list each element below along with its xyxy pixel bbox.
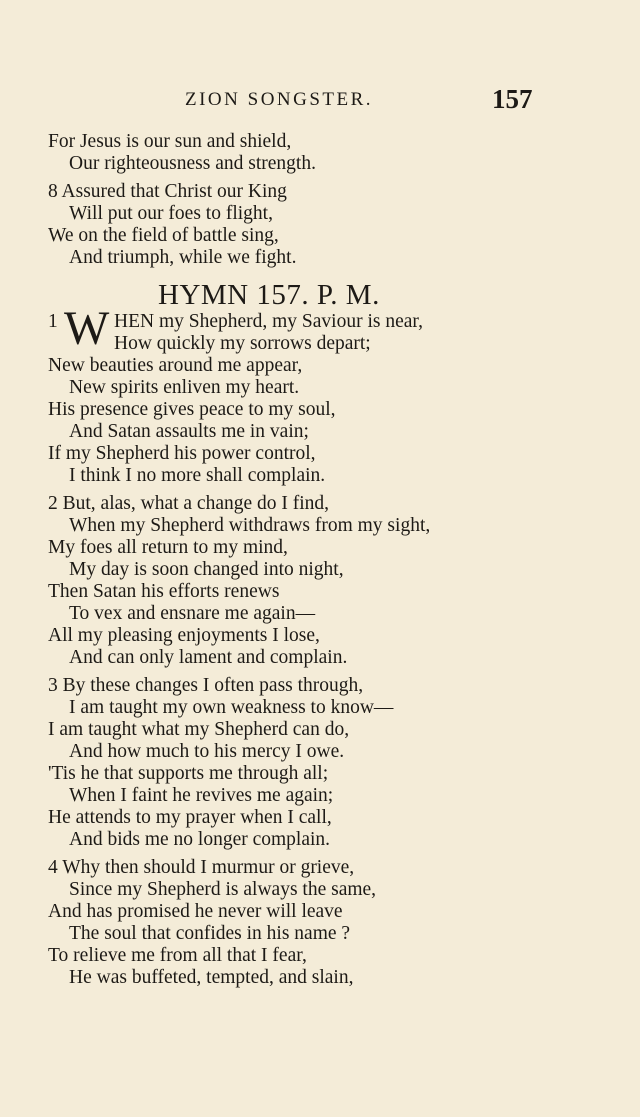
- verse-line: New spirits enliven my heart.: [69, 377, 300, 398]
- verse-line: To vex and ensnare me again—: [69, 603, 316, 624]
- verse-line: He was buffeted, tempted, and slain,: [69, 967, 354, 988]
- verse-line: For Jesus is our sun and shield,: [48, 131, 292, 152]
- verse-line: 'Tis he that supports me through all;: [48, 763, 329, 784]
- verse-line: My foes all return to my mind,: [48, 537, 288, 558]
- verse-line: Since my Shepherd is always the same,: [69, 879, 377, 900]
- page-header: [0, 84, 640, 116]
- verse-line: New beauties around me appear,: [48, 355, 303, 376]
- verse-line: I think I no more shall complain.: [69, 465, 326, 486]
- verse-line: How quickly my sorrows depart;: [114, 333, 371, 354]
- verse-line: HEN my Shepherd, my Saviour is near,: [114, 311, 424, 332]
- verse-line: Our righteousness and strength.: [69, 153, 316, 174]
- verse-number: 1: [48, 311, 58, 332]
- hymn-title: HYMN 157. P. M.: [158, 279, 380, 311]
- verse-line: Will put our foes to flight,: [69, 203, 273, 224]
- verse-line: We on the field of battle sing,: [48, 225, 279, 246]
- verse-line: When I faint he revives me again;: [69, 785, 334, 806]
- verse-line: And has promised he never will leave: [48, 901, 343, 922]
- verse-line: And triumph, while we fight.: [69, 247, 297, 268]
- verse-line: His presence gives peace to my soul,: [48, 399, 336, 420]
- verse-line: And how much to his mercy I owe.: [69, 741, 345, 762]
- verse-line: 3 By these changes I often pass through,: [48, 675, 364, 696]
- verse-line: And bids me no longer complain.: [69, 829, 331, 850]
- verse-line: I am taught my own weakness to know—: [69, 697, 394, 718]
- verse-line: 2 But, alas, what a change do I find,: [48, 493, 330, 514]
- verse-line: When my Shepherd withdraws from my sight,: [69, 515, 431, 536]
- verse-line: To relieve me from all that I fear,: [48, 945, 307, 966]
- page-number: 157: [492, 84, 533, 114]
- verse-line: He attends to my prayer when I call,: [48, 807, 332, 828]
- verse-line: The soul that confides in his name ?: [69, 923, 351, 944]
- verse-line: If my Shepherd his power control,: [48, 443, 316, 464]
- running-head: ZION SONGSTER.: [185, 89, 374, 110]
- verse-line: 8 Assured that Christ our King: [48, 181, 287, 202]
- verse-line: And Satan assaults me in vain;: [69, 421, 309, 442]
- verse-line: 4 Why then should I murmur or grieve,: [48, 857, 355, 878]
- verse-line: And can only lament and complain.: [69, 647, 348, 668]
- verse-line: All my pleasing enjoyments I lose,: [48, 625, 320, 646]
- verse-line: My day is soon changed into night,: [69, 559, 344, 580]
- verse-line: I am taught what my Shepherd can do,: [48, 719, 350, 740]
- drop-cap: W: [64, 302, 110, 355]
- verse-line: Then Satan his efforts renews: [48, 581, 280, 602]
